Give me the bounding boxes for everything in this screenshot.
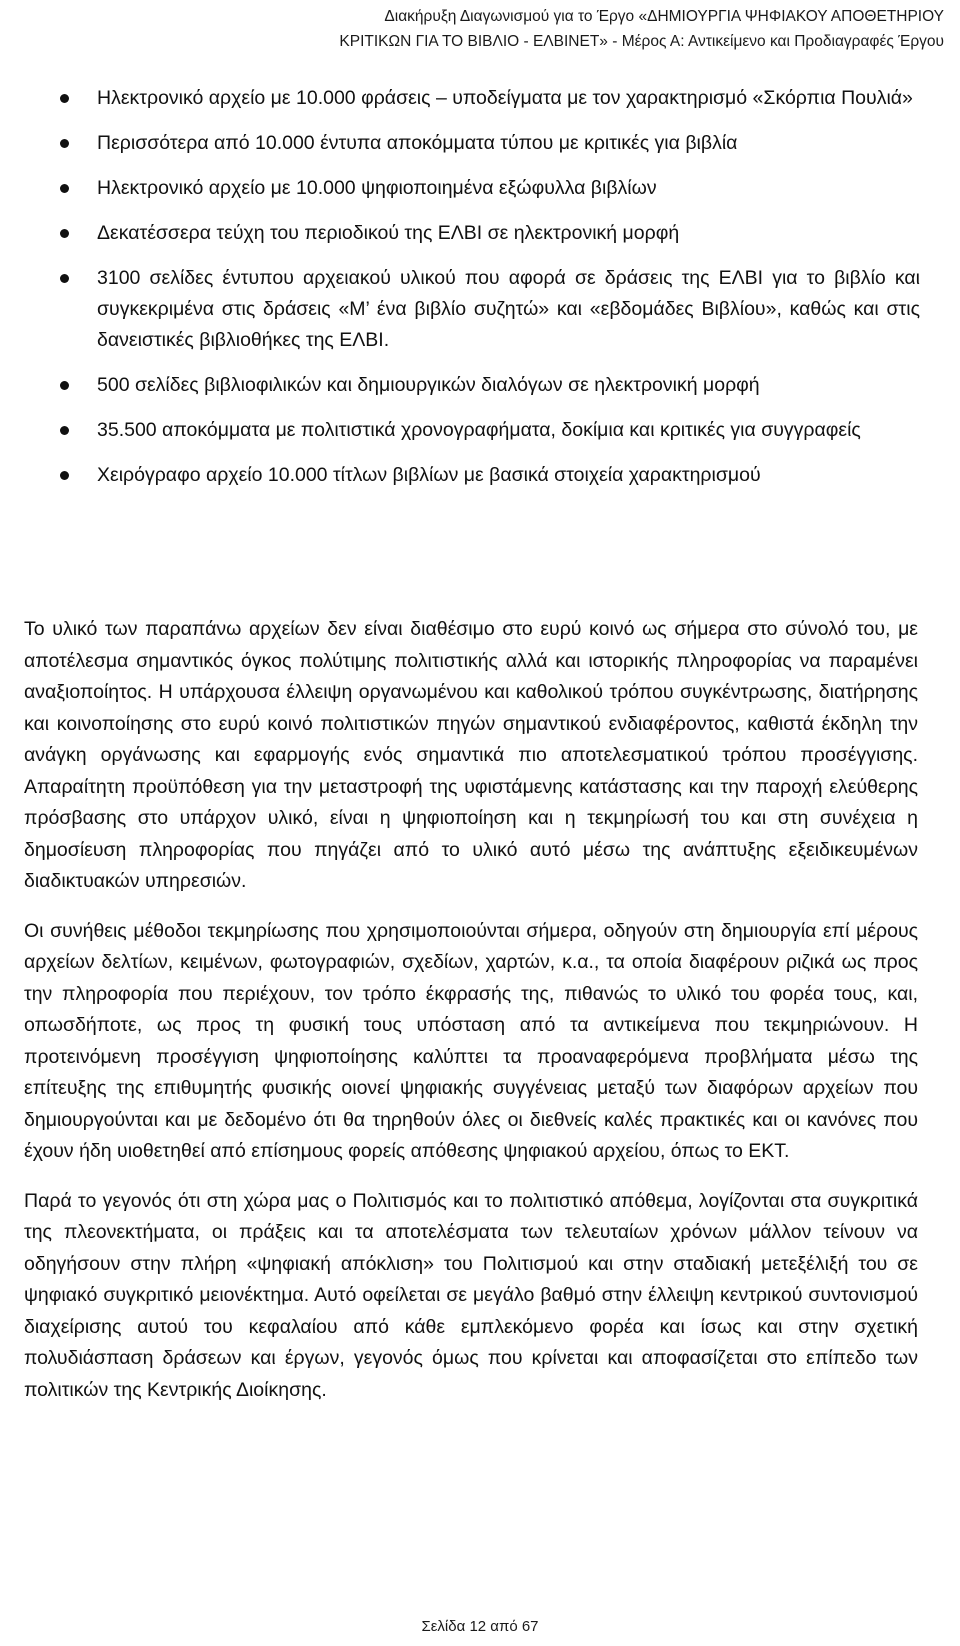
list-item (60, 415, 920, 446)
bullet-icon (60, 426, 69, 435)
bullet-icon (60, 139, 69, 148)
list-item (60, 83, 920, 114)
paragraph: Παρά το γεγονός ότι στη χώρα μας ο Πολιτισμός και το πολιτιστικό απόθεμα, λογίζονται στα συγκριτικά της πλεονεκτήματα, οι πράξεις και τα αποτελέσματα των τελευταίων χρόνων μάλλον τείνουν να οδηγήσουν στην πλήρη «ψηφιακή απόκλιση» του Πολιτισμού και στην σταδιακή μετεξέλιξή του σε ψηφιακό συγκριτικό μειονέκτημα. Αυτό οφείλεται σε μεγάλο βαθμό στην έλλειψη κεντρικού συντονισμού διαχείρισης αυτού του κεφαλαίου από κάθε εμπλεκόμενο φορέα και ίσως και στην σχετική πολυδιάσπαση δράσεων και έργων, γεγονός όμως που κρίνεται και αποφασίζεται στο επίπεδο των πολιτικών της Κεντρικής Διοίκησης. (24, 1189, 918, 1401)
bullet-icon (60, 184, 69, 193)
bullet-icon (60, 381, 69, 390)
paragraph: Το υλικό των παραπάνω αρχείων δεν είναι διαθέσιμο στο ευρύ κοινό ως σήμερα στο σύνολό του, με αποτέλεσμα σημαντικός όγκος πολύτιμης πολιτιστικής αλλά και ιστορικής πληροφορίας να παραμένει αναξιοποίητος. Η υπάρχουσα έλλειψη οργανωμένου και καθολικού τρόπου συγκέντρωσης, διατήρησης και κοινοποίησης στο ευρύ κοινό πολιτιστικών πηγών σημαντικού ενδιαφέροντος, καθιστά έκδηλη την ανάγκη οργάνωσης και εφαρμογής ενός σημαντικά πιο αποτελεσματικού τρόπου προσέγγισης. Απαραίτητη προϋπόθεση για την μεταστροφή της υφιστάμενης κατάστασης και την παροχή ελεύθερης πρόσβασης στο υπάρχον υλικό, είναι η ψηφιοποίηση και η τεκμηρίωσή του και στη συνέχεια η δημοσίευση πληροφορίας που πηγάζει από το υλικό αυτό μέσω της ανάπτυξης εξειδικευμένων διαδικτυακών υπηρεσιών. (24, 618, 918, 892)
list-item (60, 128, 920, 159)
list-item-text: 500 σελίδες βιβλιοφιλικών και δημιουργικών διαλόγων σε ηλεκτρονική μορφή (97, 374, 760, 396)
list-item (60, 460, 920, 491)
list-item-text: Χειρόγραφο αρχείο 10.000 τίτλων βιβλίων με βασικά στοιχεία χαρακτηρισμού (97, 464, 761, 486)
list-item-text: Δεκατέσσερα τεύχη του περιοδικού της ΕΛΒΙ σε ηλεκτρονική μορφή (97, 222, 680, 244)
bullet-icon (60, 274, 69, 283)
bullet-icon (60, 471, 69, 480)
list-item-text: Ηλεκτρονικό αρχείο με 10.000 φράσεις – υποδείγματα με τον χαρακτηρισμό «Σκόρπια Πουλιά» (97, 87, 913, 109)
header-line-2: ΚΡΙΤΙΚΩΝ ΓΙΑ ΤΟ ΒΙΒΛΙΟ - ΕΛΒΙΝΕΤ» - Μέρος Α: Αντικείμενο και Προδιαγραφές Έργου (339, 33, 944, 50)
paragraph: Οι συνήθεις μέθοδοι τεκμηρίωσης που χρησιμοποιούνται σήμερα, οδηγούν στη δημιουργία επί μέρους αρχείων δελτίων, κειμένων, φωτογραφιών, σχεδίων, χαρτών, κ.α., τα οποία διαφέρουν ριζικά ως προς την πληροφορία που περιέχουν, τον τρόπο έκφρασής της, πιθανώς το υλικό του φορέα τους, και, οπωσδήποτε, ως προς τη φυσική τους υπόσταση από τα αντικείμενα που τεκμηριώνουν. Η προτεινόμενη προσέγγιση ψηφιοποίησης καλύπτει τα προαναφερόμενα προβλήματα μέσω της επίτευξης της επιθυμητής φυσικής οιονεί ψηφιακής συγγένειας μεταξύ των διαφόρων αρχείων που δημιουργούνται και με δεδομένο ότι θα τηρηθούν όλες οι διεθνείς καλές πρακτικές και οι κανόνες που έχουν ήδη υιοθετηθεί από επίσημους φορείς απόθεσης ψηφιακού αρχείου, όπως το ΕΚΤ. (24, 919, 918, 1162)
list-item (60, 218, 920, 249)
list-item (60, 263, 920, 356)
list-item-text: Περισσότερα από 10.000 έντυπα αποκόμματα τύπου με κριτικές για βιβλία (97, 132, 738, 154)
bullet-icon (60, 229, 69, 238)
header-line-1: Διακήρυξη Διαγωνισμού για το Έργο «ΔΗΜΙΟΥΡΓΙΑ ΨΗΦΙΑΚΟΥ ΑΠΟΘΕΤΗΡΙΟΥ (384, 8, 944, 25)
list-item-text: Ηλεκτρονικό αρχείο με 10.000 ψηφιοποιημένα εξώφυλλα βιβλίων (97, 177, 657, 199)
list-item-text: 3100 σελίδες έντυπου αρχειακού υλικού που αφορά σε δράσεις της ΕΛΒΙ για το βιβλίο και συγκεκριμένα στις δράσεις «Μ’ ένα βιβλίο συζητώ» και «εβδομάδες Βιβλίου», καθώς και στις δανειστικές βιβλιοθήκες της ΕΛΒΙ. (97, 267, 920, 351)
bullet-icon (60, 94, 69, 103)
bullet-list (60, 83, 920, 505)
page-header (244, 4, 944, 54)
list-item (60, 173, 920, 204)
list-item (60, 370, 920, 401)
list-item-text: 35.500 αποκόμματα με πολιτιστικά χρονογραφήματα, δοκίμια και κριτικές για συγγραφείς (97, 419, 861, 441)
body-text (24, 614, 918, 1424)
page-number: Σελίδα 12 από 67 (421, 1618, 539, 1635)
